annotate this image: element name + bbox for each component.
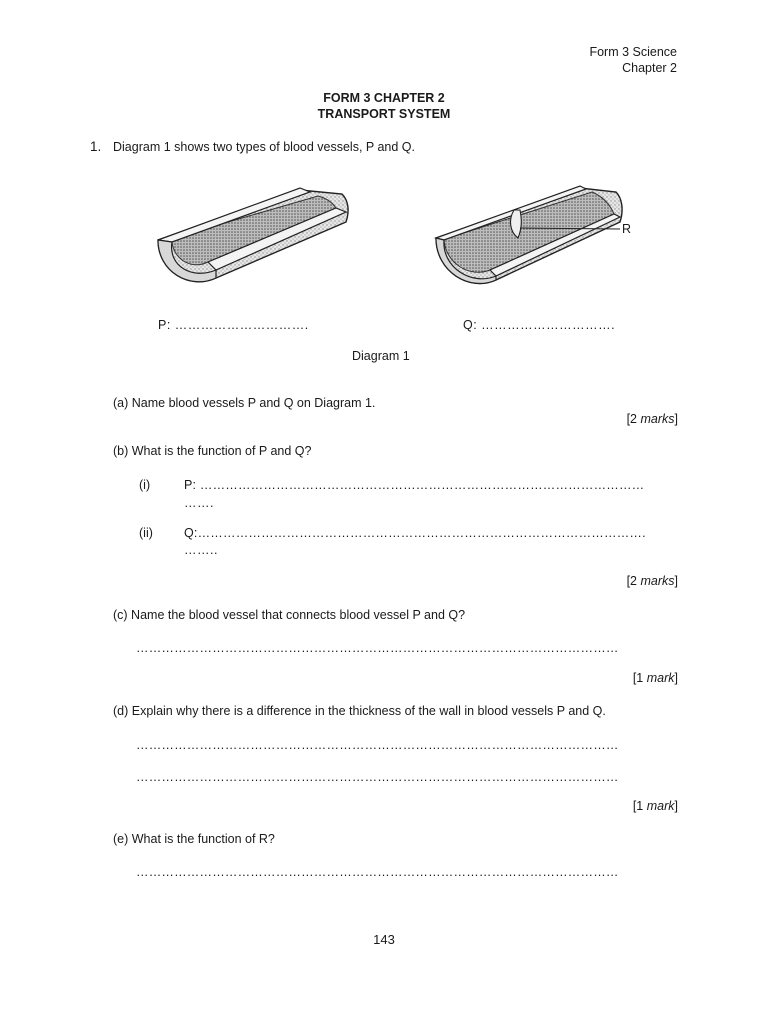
- blood-vessel-q-illustration: [430, 180, 630, 290]
- page-title: FORM 3 CHAPTER 2: [323, 91, 445, 105]
- header-chapter: Chapter 2: [622, 61, 677, 75]
- part-b-marks: [2 marks]: [626, 574, 678, 588]
- part-b-ii-answer-line-2: ……..: [184, 543, 218, 557]
- part-b-i-answer-line: P: ……………………………………………………………………………………………: [184, 478, 645, 492]
- part-b-ii-answer-line: Q:…………………………………………………………………………………………….: [184, 526, 646, 540]
- header-subject: Form 3 Science: [589, 45, 677, 59]
- page-subtitle: TRANSPORT SYSTEM: [317, 107, 451, 121]
- label-p-answer-line: P: ………………………….: [158, 318, 309, 332]
- part-e-answer-line: ……………………………………………………………………………………………………: [136, 865, 619, 879]
- label-r: R: [622, 222, 632, 236]
- part-d-marks: [1 mark]: [632, 799, 678, 813]
- document-header: [589, 44, 677, 76]
- label-q-answer-line: Q: ………………………….: [463, 318, 616, 332]
- blood-vessel-p-illustration: [150, 180, 360, 290]
- part-b-text: (b) What is the function of P and Q?: [113, 444, 312, 458]
- question-text: Diagram 1 shows two types of blood vessels, P and Q.: [113, 140, 416, 154]
- diagram-caption: Diagram 1: [352, 349, 410, 363]
- part-d-answer-line-1: ……………………………………………………………………………………………………: [136, 738, 619, 752]
- part-d-answer-line-2: ……………………………………………………………………………………………………: [136, 770, 619, 784]
- part-a-marks: [2 marks]: [626, 412, 678, 426]
- part-b-i-answer-line-2: …….: [184, 496, 214, 510]
- question-number: 1.: [90, 139, 102, 154]
- page-number: 143: [373, 932, 395, 947]
- part-c-answer-line: ……………………………………………………………………………………………………: [136, 641, 619, 655]
- part-a-text: (a) Name blood vessels P and Q on Diagram 1.: [113, 396, 376, 410]
- part-b-i-label: (i): [139, 478, 151, 492]
- part-c-marks: [1 mark]: [632, 671, 678, 685]
- part-e-text: (e) What is the function of R?: [113, 832, 275, 846]
- part-c-text: (c) Name the blood vessel that connects blood vessel P and Q?: [113, 608, 466, 622]
- part-b-ii-label: (ii): [139, 526, 153, 540]
- part-d-text: (d) Explain why there is a difference in the thickness of the wall in blood vessels P and Q.: [113, 704, 606, 718]
